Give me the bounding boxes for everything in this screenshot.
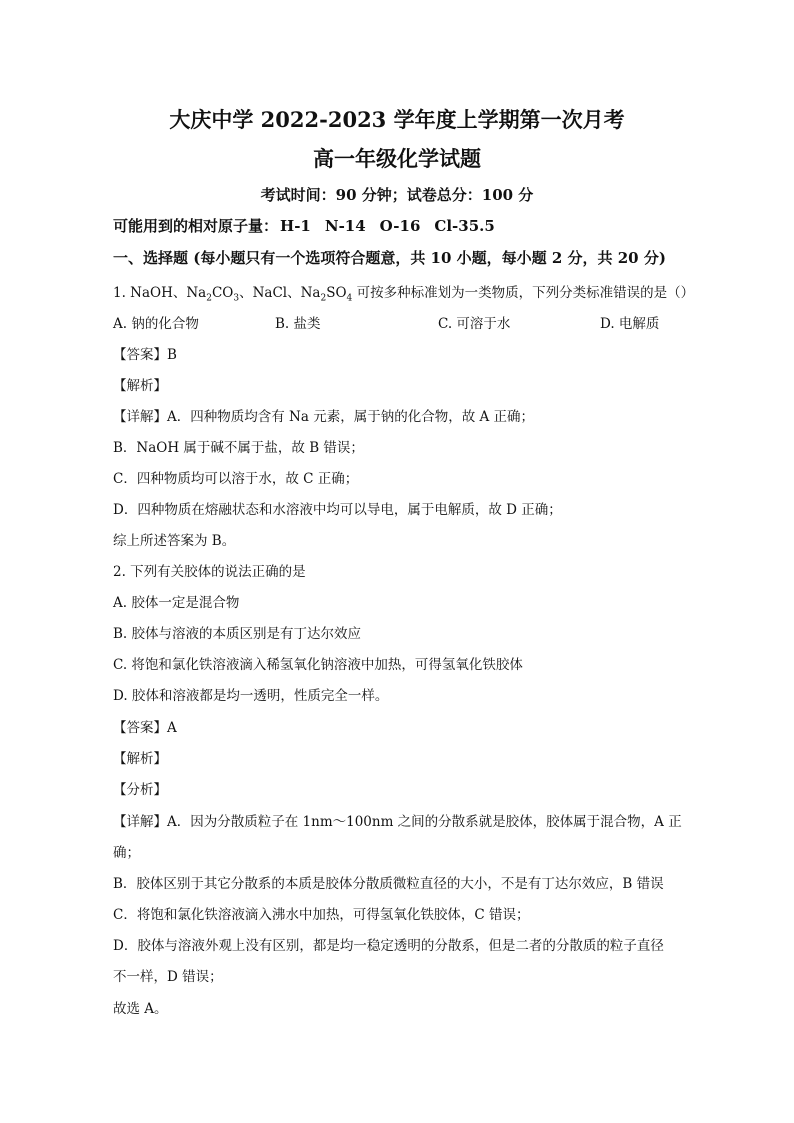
exam-title: 大庆中学 2022-2023 学年度上学期第一次月考 xyxy=(169,107,625,132)
exam-meta: 考试时间：90 分钟；试卷总分：100 分 xyxy=(260,186,534,204)
atomic-mass-h: H-1 xyxy=(280,217,311,235)
atomic-mass-cl: Cl-35.5 xyxy=(434,217,495,235)
atomic-mass-o: O-16 xyxy=(379,217,421,235)
q1-answer: 【答案】B xyxy=(113,347,177,363)
q2-analysis-label: 【解析】 xyxy=(113,751,167,767)
section-heading: 一、选择题 (每小题只有一个选项符合题意，共 10 小题，每小题 2 分，共 20 分) xyxy=(113,249,666,267)
q1-detail-line: C．四种物质均可以溶于水，故 C 正确； xyxy=(113,471,359,487)
q1-sub-3: 2 xyxy=(320,293,327,304)
q2-detail-line: D．胶体与溶液外观上没有区别，都是均一稳定透明的分散系，但是二者的分散质的粒子直径 xyxy=(113,938,664,954)
question-2-stem: 2. 下列有关胶体的说法正确的是 xyxy=(113,564,306,580)
q2-detail-line: B．胶体区别于其它分散系的本质是胶体分散质微粒直径的大小，不是有丁达尔效应，B 错误 xyxy=(113,876,664,892)
q1-option-b: B. 盐类 xyxy=(275,316,321,332)
q1-sub-4: 4 xyxy=(346,293,353,304)
q2-detail-line: C．将饱和氯化铁溶液滴入沸水中加热，可得氢氧化铁胶体，C 错误； xyxy=(113,907,530,923)
q1-stem-a: 1. NaOH、Na xyxy=(113,285,207,301)
atomic-mass-n: N-14 xyxy=(324,217,366,235)
q2-fenxi-label: 【分析】 xyxy=(113,782,167,798)
q2-detail-line: 不一样，D 错误； xyxy=(113,969,223,985)
q1-detail-line: 【详解】A．四种物质均含有 Na 元素，属于钠的化合物，故 A 正确； xyxy=(113,409,535,425)
atomic-mass-line xyxy=(113,215,509,236)
atomic-mass-label: 可能用到的相对原子量： xyxy=(113,217,279,235)
q2-answer: 【答案】A xyxy=(113,720,177,736)
q1-stem-d: SO xyxy=(326,285,347,301)
q2-detail-line: 确； xyxy=(113,845,140,861)
q1-conclusion: 综上所述答案为 B。 xyxy=(113,533,236,549)
q1-stem-b: CO xyxy=(211,285,234,301)
q1-analysis-label: 【解析】 xyxy=(113,378,167,394)
q1-option-c: C. 可溶于水 xyxy=(438,316,511,332)
q2-option-d: D. 胶体和溶液都是均一透明，性质完全一样。 xyxy=(113,688,389,704)
q1-stem-c: 、NaCl、Na xyxy=(239,285,321,301)
q1-sub-1: 2 xyxy=(206,293,212,304)
q1-stem-e: 可按多种标准划为一类物质，下列分类标准错误的是（） xyxy=(352,285,695,301)
q2-conclusion: 故选 A。 xyxy=(113,1001,168,1017)
q1-detail-line: D．四种物质在熔融状态和水溶液中均可以导电，属于电解质，故 D 正确； xyxy=(113,502,562,518)
exam-subtitle: 高一年级化学试题 xyxy=(313,146,481,171)
question-1-stem xyxy=(113,281,694,304)
q1-sub-2: 3 xyxy=(233,293,240,304)
q2-detail-line: 【详解】A．因为分散质粒子在 1nm～100nm 之间的分散系就是胶体，胶体属于混合物，A 正 xyxy=(113,814,682,830)
q1-option-a: A. 钠的化合物 xyxy=(113,316,199,332)
q2-option-a: A. 胶体一定是混合物 xyxy=(113,595,240,611)
q1-detail-line: B．NaOH 属于碱不属于盐，故 B 错误； xyxy=(113,440,364,456)
q2-option-b: B. 胶体与溶液的本质区别是有丁达尔效应 xyxy=(113,626,362,642)
q2-option-c: C. 将饱和氯化铁溶液滴入稀氢氧化钠溶液中加热，可得氢氧化铁胶体 xyxy=(113,657,523,673)
q1-option-d: D. 电解质 xyxy=(600,316,660,332)
